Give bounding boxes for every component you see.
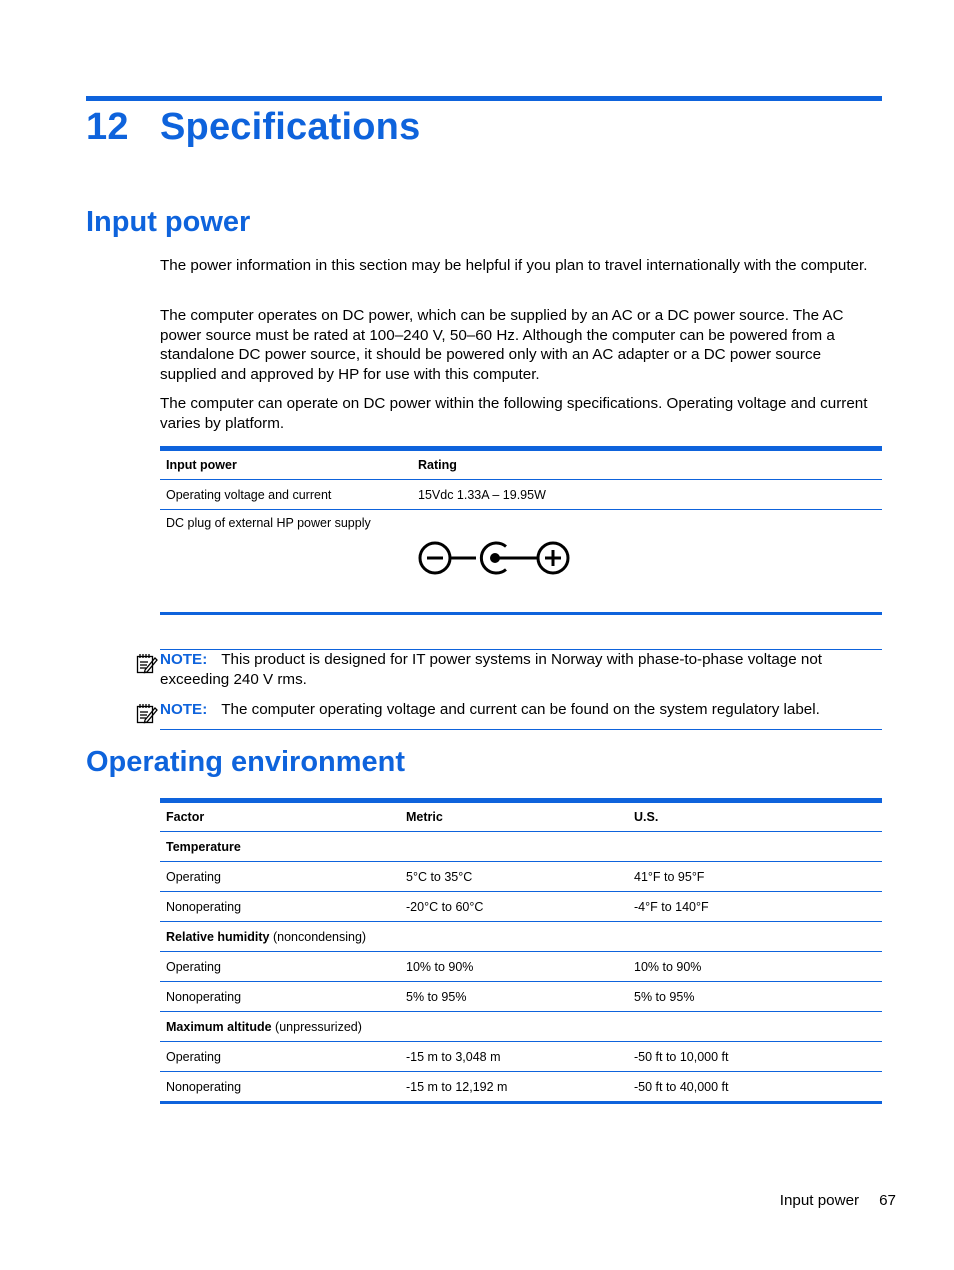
column-header: U.S.	[628, 801, 882, 832]
table-group-row	[160, 1012, 882, 1042]
table-cell: 10% to 90%	[400, 952, 628, 982]
chapter-title-text: Specifications	[160, 106, 421, 148]
note	[136, 700, 882, 720]
table-cell	[412, 510, 882, 614]
table-cell: 41°F to 95°F	[628, 862, 882, 892]
table-cell: Operating	[160, 952, 400, 982]
table-row	[160, 1042, 882, 1072]
section-heading-operating-environment: Operating environment	[86, 746, 406, 778]
table-row	[160, 510, 882, 614]
group-label: Maximum altitude	[166, 1019, 272, 1034]
table-cell: 15Vdc 1.33A – 19.95W	[412, 480, 882, 510]
table-cell: DC plug of external HP power supply	[160, 510, 412, 614]
chapter-rule	[86, 96, 882, 101]
table-group-row	[160, 832, 882, 862]
paragraph: The computer operates on DC power, which can be supplied by an AC or a DC power source. The AC power source must be rated at 100–240 V, 50–60 Hz. Although the computer can be powered from a standalone DC power source, it should be powered only with an AC adapter or a DC power source supplied and approved by HP for use with this computer.	[160, 307, 844, 383]
table-cell: -15 m to 3,048 m	[400, 1042, 628, 1072]
group-label: Temperature	[166, 839, 241, 854]
table-cell: 5°C to 35°C	[400, 862, 628, 892]
paragraph: The computer can operate on DC power within the following specifications. Operating voltage and current varies by platform.	[160, 395, 868, 432]
table-cell: Operating	[160, 862, 400, 892]
table-row	[160, 892, 882, 922]
page-number: 67	[879, 1192, 896, 1209]
group-qualifier: (unpressurized)	[271, 1019, 362, 1034]
section-heading-input-power: Input power	[86, 206, 251, 238]
table-cell	[160, 1012, 882, 1042]
column-header: Rating	[412, 449, 882, 480]
table-cell: -20°C to 60°C	[400, 892, 628, 922]
note-label: NOTE:	[160, 701, 208, 718]
operating-environment-table	[160, 798, 882, 1104]
note-text: The computer operating voltage and current can be found on the system regulatory label.	[221, 701, 820, 718]
table-row	[160, 982, 882, 1012]
table-cell: Operating	[160, 1042, 400, 1072]
table-cell: -50 ft to 40,000 ft	[628, 1072, 882, 1103]
page-footer	[780, 1192, 896, 1209]
note-rule	[160, 729, 882, 730]
chapter-number: 12	[86, 106, 129, 148]
group-label: Relative humidity	[166, 929, 270, 944]
dc-polarity-symbol-icon	[418, 536, 572, 580]
table-cell: 5% to 95%	[628, 982, 882, 1012]
note-icon	[136, 652, 158, 674]
paragraph: The power information in this section may be helpful if you plan to travel internationally with the computer.	[160, 257, 868, 274]
note-icon	[136, 702, 158, 724]
table-cell: -4°F to 140°F	[628, 892, 882, 922]
note-text: This product is designed for IT power systems in Norway with phase-to-phase voltage not exceeding 240 V rms.	[160, 651, 823, 688]
table-cell	[160, 832, 882, 862]
table-cell: Nonoperating	[160, 982, 400, 1012]
table-cell: Nonoperating	[160, 892, 400, 922]
column-header: Factor	[160, 801, 400, 832]
table-row	[160, 1072, 882, 1103]
group-qualifier: (noncondensing)	[269, 929, 367, 944]
footer-section-name: Input power	[779, 1192, 860, 1209]
table-cell: Nonoperating	[160, 1072, 400, 1103]
table-cell: -15 m to 12,192 m	[400, 1072, 628, 1103]
column-header: Input power	[160, 449, 412, 480]
table-row	[160, 480, 882, 510]
input-power-table	[160, 446, 882, 615]
table-cell: 10% to 90%	[628, 952, 882, 982]
table-header-row	[160, 801, 882, 832]
table-cell	[160, 922, 882, 952]
table-cell: Operating voltage and current	[160, 480, 412, 510]
table-row	[160, 952, 882, 982]
column-header: Metric	[400, 801, 628, 832]
note	[136, 650, 882, 689]
table-header-row	[160, 449, 882, 480]
table-cell: 5% to 95%	[400, 982, 628, 1012]
table-group-row	[160, 922, 882, 952]
note-label: NOTE:	[160, 651, 208, 668]
chapter-title	[86, 106, 420, 149]
table-cell: -50 ft to 10,000 ft	[628, 1042, 882, 1072]
table-row	[160, 862, 882, 892]
